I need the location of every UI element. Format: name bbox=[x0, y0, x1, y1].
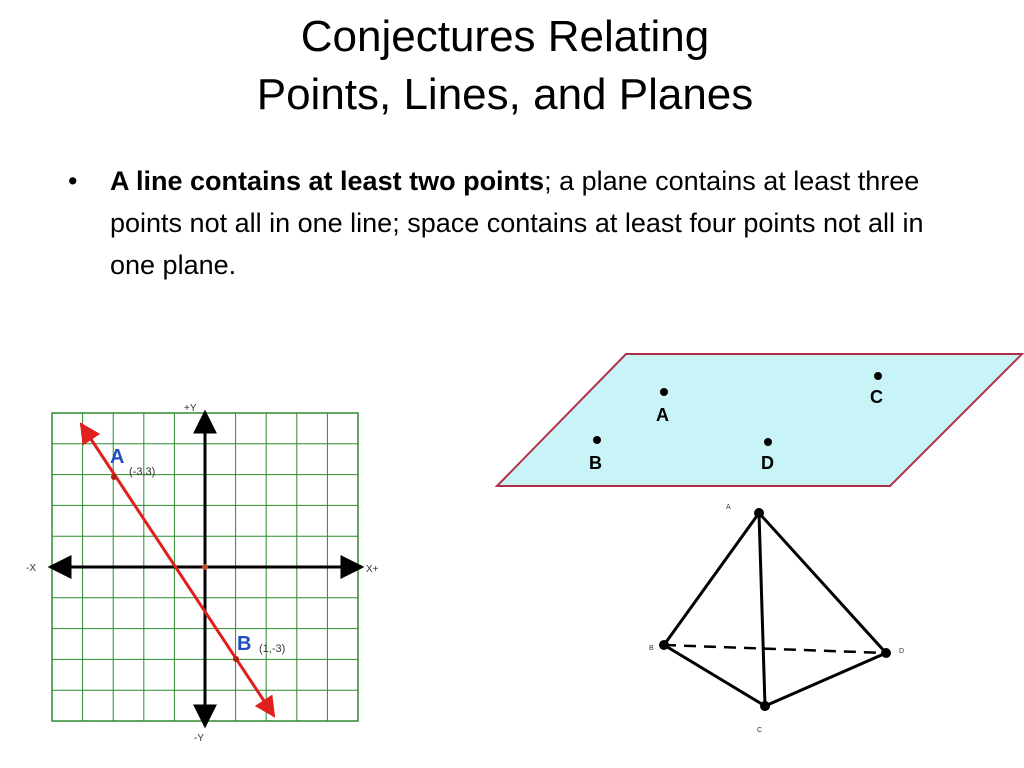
vertex-a bbox=[754, 508, 764, 518]
vertex-label-c: C bbox=[757, 727, 763, 734]
point-b-label: B bbox=[237, 633, 252, 655]
edge-bd-hidden bbox=[664, 645, 886, 653]
point-a-coord: (-3,3) bbox=[129, 466, 156, 478]
edge-ad bbox=[759, 513, 886, 653]
vertex-label-b: B bbox=[649, 645, 654, 652]
edge-ab bbox=[664, 513, 759, 645]
vertex-label-a: A bbox=[726, 504, 731, 511]
plane-label-c: C bbox=[870, 387, 883, 407]
edge-cd bbox=[765, 653, 886, 706]
bullet-bold-text: A line contains at least two points bbox=[110, 166, 545, 196]
edge-bc bbox=[664, 645, 765, 706]
point-a-label: A bbox=[110, 446, 125, 468]
point-b-coord: (1,-3) bbox=[259, 643, 286, 655]
vertex-c bbox=[760, 701, 770, 711]
plane-label-d: D bbox=[761, 453, 774, 473]
plane-label-a: A bbox=[656, 405, 669, 425]
vertex-label-d: D bbox=[899, 648, 905, 655]
plane-label-b: B bbox=[589, 453, 602, 473]
bullet-dot-icon: • bbox=[68, 166, 78, 196]
vertex-d bbox=[881, 648, 891, 658]
x-pos-label: X+ bbox=[366, 564, 379, 575]
vertex-b bbox=[659, 640, 669, 650]
y-pos-label: +Y bbox=[184, 403, 197, 414]
title-line-1: Conjectures Relating bbox=[300, 12, 710, 61]
title-line-2: Points, Lines, and Planes bbox=[256, 70, 754, 119]
edge-ac bbox=[759, 513, 765, 706]
x-neg-label: -X bbox=[26, 563, 36, 574]
y-neg-label: -Y bbox=[194, 733, 204, 744]
bullet-rest-text: ; a plane contains at least three points not all in one line; space contains at least four points not all in one plane. bbox=[110, 166, 924, 280]
